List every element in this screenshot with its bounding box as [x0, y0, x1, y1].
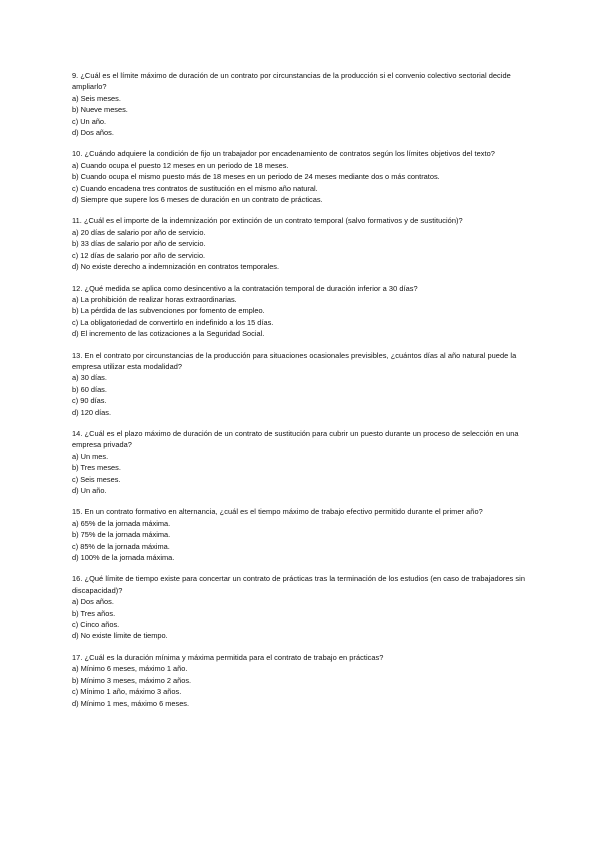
question-10: [72, 148, 534, 205]
option-list: [72, 596, 534, 642]
question-16: [72, 573, 534, 641]
option-a: a) Cuando ocupa el puesto 12 meses en un periodo de 18 meses.: [72, 160, 289, 170]
option-list: [72, 294, 534, 340]
option-a: a) 65% de la jornada máxima.: [72, 518, 171, 528]
option-b: b) Tres meses.: [72, 463, 121, 473]
option-a: a) 20 días de salario por año de servicio.: [72, 227, 206, 237]
option-list: [72, 518, 534, 564]
question-13: [72, 350, 534, 418]
option-c: c) Un año.: [72, 116, 107, 126]
option-b: b) Mínimo 3 meses, máximo 2 años.: [72, 675, 192, 685]
option-b: b) Nueve meses.: [72, 105, 128, 115]
question-list: [72, 70, 534, 719]
question-text: 10. ¿Cuándo adquiere la condición de fijo un trabajador por encadenamiento de contratos según los límites objetivos del texto?: [72, 149, 495, 159]
question-9: [72, 70, 534, 138]
option-d: d) Mínimo 1 mes, máximo 6 meses.: [72, 698, 190, 708]
option-c: c) 90 días.: [72, 396, 107, 406]
option-list: [72, 160, 534, 206]
question-text: 14. ¿Cuál es el plazo máximo de duración de un contrato de sustitución para cubrir un puesto durante un proceso de selección en una empresa privada?: [72, 428, 519, 450]
option-list: [72, 227, 534, 273]
option-a: a) Un mes.: [72, 451, 109, 461]
option-list: [72, 663, 534, 709]
question-11: [72, 215, 534, 272]
option-a: a) 30 días.: [72, 373, 107, 383]
question-text: 15. En un contrato formativo en alternancia, ¿cuál es el tiempo máximo de trabajo efectivo permitido durante el primer año?: [72, 507, 483, 517]
option-b: b) 60 días.: [72, 384, 107, 394]
option-d: d) No existe límite de tiempo.: [72, 631, 168, 641]
question-text: 13. En el contrato por circunstancias de la producción para situaciones ocasionales previsibles, ¿cuántos días al año natural puede la empresa utilizar esta modalidad?: [72, 350, 517, 371]
option-c: c) Cinco años.: [72, 620, 120, 630]
question-text: 9. ¿Cuál es el límite máximo de duración de un contrato por circunstancias de la producción si el convenio colectivo sectorial decide ampliarlo?: [72, 71, 511, 92]
option-c: c) La obligatoriedad de convertirlo en indefinido a los 15 días.: [72, 317, 274, 327]
question-14: [72, 428, 534, 496]
question-text: 16. ¿Qué límite de tiempo existe para concertar un contrato de prácticas tras la terminación de los estudios (en caso de trabajadores sin discapacidad)?: [72, 574, 525, 595]
option-d: d) No existe derecho a indemnización en contratos temporales.: [72, 262, 280, 272]
option-b: b) Cuando ocupa el mismo puesto más de 18 meses en un periodo de 24 meses mediante dos o más contratos.: [72, 172, 440, 182]
question-15: [72, 506, 534, 563]
question-12: [72, 283, 534, 340]
option-d: d) 100% de la jornada máxima.: [72, 553, 175, 563]
option-a: a) Dos años.: [72, 597, 114, 607]
question-text: 12. ¿Qué medida se aplica como desincentivo a la contratación temporal de duración inferior a 30 días?: [72, 283, 418, 293]
question-text: 11. ¿Cuál es el importe de la indemnización por extinción de un contrato temporal (salvo formativos y de sustitución)?: [72, 216, 463, 226]
option-list: [72, 372, 534, 418]
option-d: d) Siempre que supere los 6 meses de duración en un contrato de prácticas.: [72, 195, 323, 205]
option-d: d) Un año.: [72, 486, 107, 495]
option-b: b) 75% de la jornada máxima.: [72, 530, 171, 540]
option-c: c) Cuando encadena tres contratos de sustitución en el mismo año natural.: [72, 183, 318, 193]
option-list: [72, 451, 534, 497]
option-d: d) El incremento de las cotizaciones a la Seguridad Social.: [72, 329, 265, 339]
question-text: 17. ¿Cuál es la duración mínima y máxima permitida para el contrato de trabajo en prácticas?: [72, 652, 384, 662]
option-c: c) 85% de la jornada máxima.: [72, 541, 170, 551]
question-17: [72, 652, 534, 709]
option-b: b) 33 días de salario por año de servicio.: [72, 239, 206, 249]
option-b: b) La pérdida de las subvenciones por fomento de empleo.: [72, 306, 265, 316]
option-c: c) 12 días de salario por año de servicio.: [72, 250, 206, 260]
option-c: c) Mínimo 1 año, máximo 3 años.: [72, 687, 182, 697]
option-c: c) Seis meses.: [72, 474, 121, 484]
option-b: b) Tres años.: [72, 608, 116, 618]
option-d: d) Dos años.: [72, 128, 114, 138]
option-list: [72, 93, 534, 139]
option-d: d) 120 días.: [72, 407, 112, 417]
option-a: a) Mínimo 6 meses, máximo 1 año.: [72, 664, 188, 674]
option-a: a) La prohibición de realizar horas extraordinarias.: [72, 294, 237, 304]
option-a: a) Seis meses.: [72, 93, 121, 103]
